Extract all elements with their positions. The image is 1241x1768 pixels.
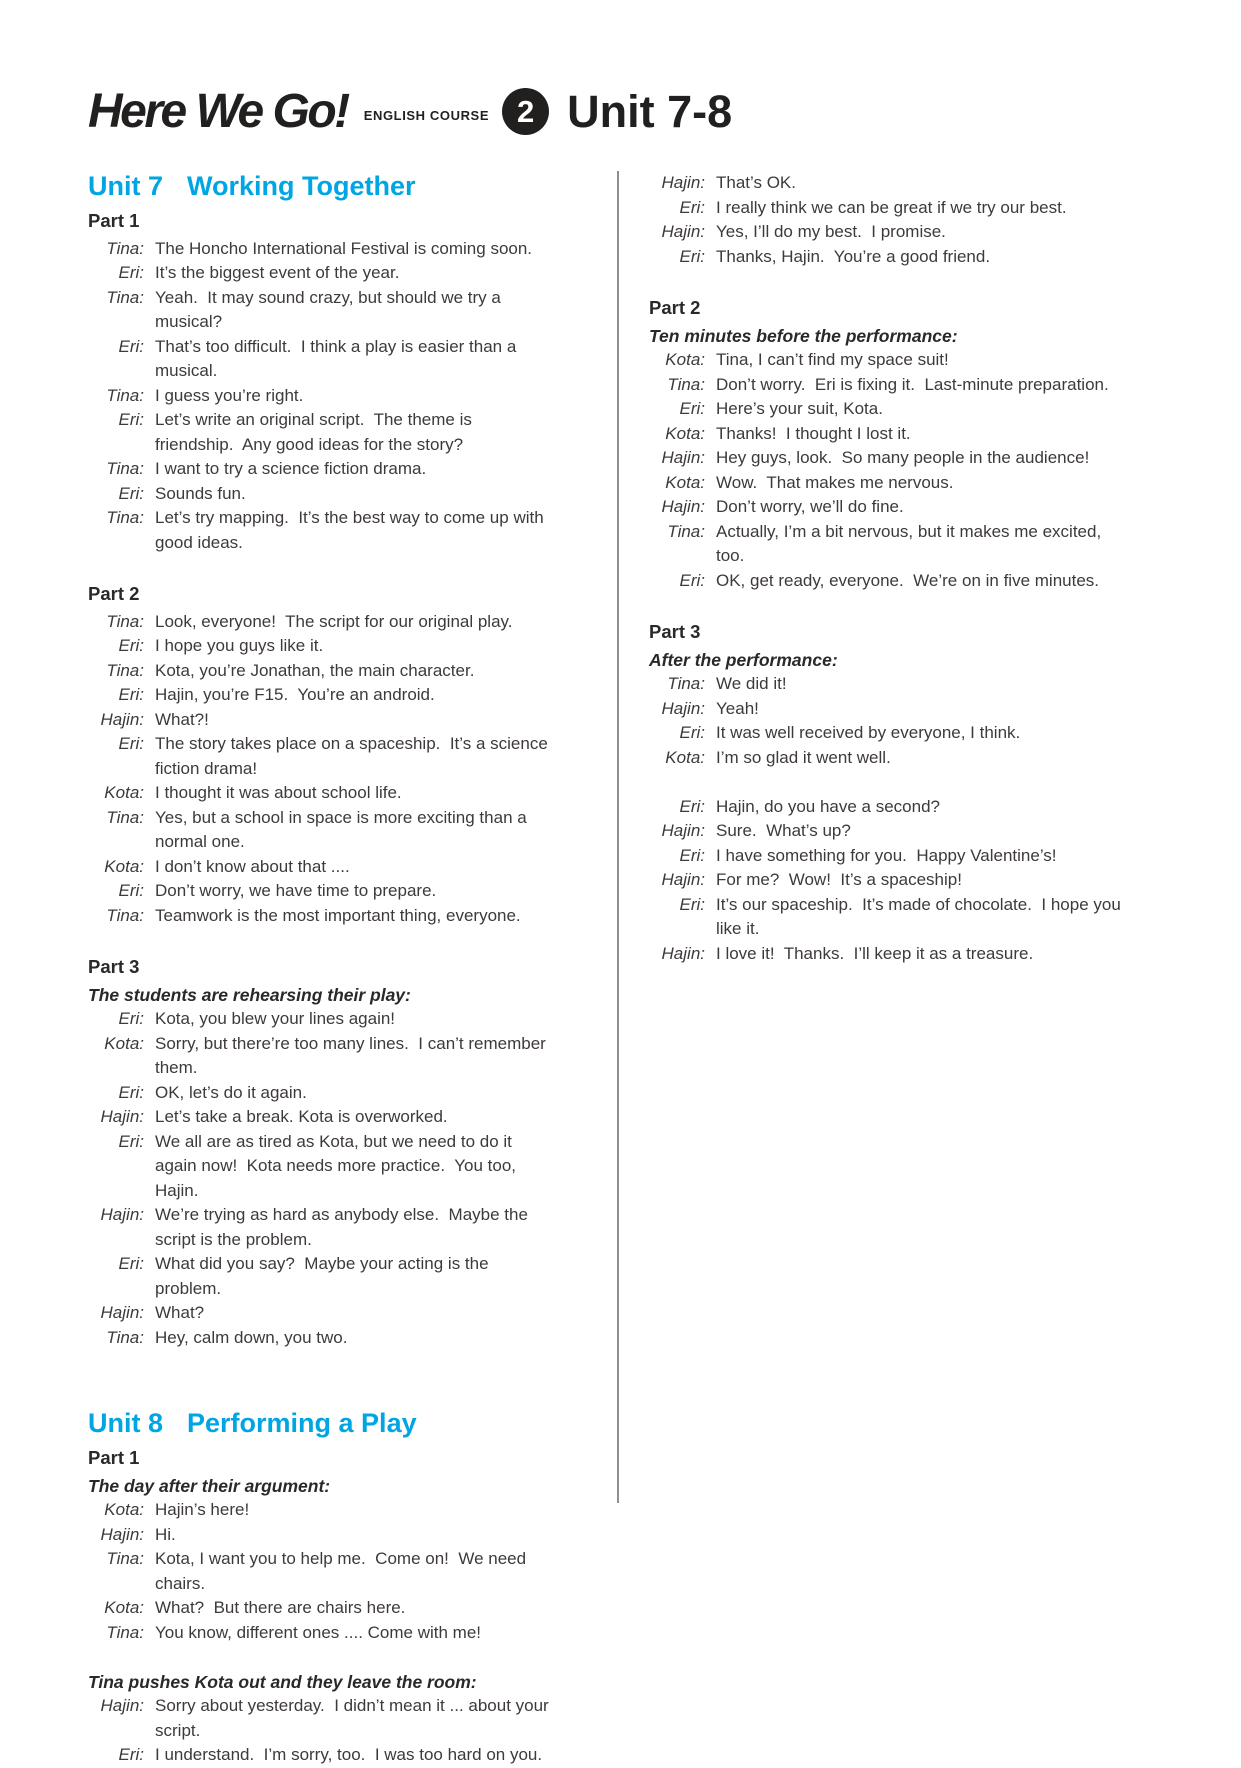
part-label: Part 3	[88, 956, 140, 977]
dialogue-line	[88, 1326, 553, 1351]
dialogue-line	[88, 482, 553, 507]
dialogue-line	[649, 373, 1131, 398]
speaker-name: Kota:	[104, 1598, 144, 1617]
dialogue-line	[649, 397, 1131, 422]
dialogue-line	[88, 1032, 553, 1081]
part-label: Part 2	[649, 297, 701, 318]
speaker-name: Tina:	[667, 374, 705, 394]
dialogue-text: Yes, I’ll do my best. I promise.	[716, 222, 946, 241]
speaker-name: Eri:	[679, 197, 705, 217]
dialogue-line	[88, 1130, 553, 1204]
speaker-name: Eri:	[118, 1131, 144, 1151]
stage-direction: The students are rehearsing their play:	[88, 984, 411, 1005]
dialogue-line	[88, 781, 553, 806]
unit-title: Performing a Play	[187, 1408, 417, 1438]
dialogue-line	[649, 672, 1131, 697]
speaker-name: Eri:	[679, 894, 705, 914]
dialogue-text: What? But there are chairs here.	[155, 1598, 406, 1617]
dialogue-text: We all are as tired as Kota, but we need to do it again now! Kota needs more practice. You too, Hajin.	[155, 1131, 521, 1200]
dialogue-line	[649, 942, 1131, 967]
speaker-name: Eri:	[118, 1082, 144, 1102]
speaker-name: Tina:	[106, 385, 144, 405]
dialogue-line	[649, 245, 1131, 270]
speaker-name: Tina:	[106, 508, 144, 527]
dialogue-text: Kota, you blew your lines again!	[155, 1009, 396, 1028]
part-label: Part 2	[88, 583, 140, 604]
dialogue-text: Thanks, Hajin. You’re a good friend.	[716, 246, 991, 266]
unit-heading	[88, 171, 553, 202]
dialogue-text: I’m so glad it went well.	[716, 747, 891, 767]
dialogue-text: Hajin’s here!	[155, 1500, 250, 1519]
dialogue-line	[88, 610, 553, 635]
dialogue-line	[88, 1523, 553, 1548]
part-label: Part 1	[88, 210, 140, 231]
dialogue-line	[88, 1301, 553, 1326]
dialogue-line	[649, 868, 1131, 893]
speaker-name: Eri:	[118, 881, 144, 900]
dialogue-text: For me? Wow! It’s a spaceship!	[716, 870, 962, 889]
speaker-name: Hajin:	[661, 698, 705, 718]
dialogue-text: Sorry about yesterday. I didn’t mean it ... about your script.	[155, 1696, 554, 1740]
speaker-name: Kota:	[104, 1500, 144, 1519]
dialogue-line	[649, 795, 1131, 820]
dialogue-text: Thanks! I thought I lost it.	[716, 423, 911, 443]
dialogue-text: Let’s try mapping. It’s the best way to come up with good ideas.	[155, 508, 549, 552]
speaker-name: Kota:	[665, 423, 705, 443]
dialogue-text: Here’s your suit, Kota.	[716, 399, 883, 418]
speaker-name: Kota:	[665, 350, 705, 369]
speaker-name: Hajin:	[661, 222, 705, 241]
dialogue-text: I hope you guys like it.	[155, 636, 324, 655]
speaker-name: Hajin:	[100, 1303, 144, 1322]
speaker-name: Eri:	[118, 734, 144, 753]
speaker-name: Tina:	[106, 238, 144, 258]
speaker-name: Eri:	[118, 483, 144, 503]
dialogue-text: That’s OK.	[716, 173, 796, 192]
dialogue-line	[88, 904, 553, 929]
dialogue-line	[88, 1203, 553, 1252]
dialogue-text: You know, different ones .... Come with me!	[155, 1622, 482, 1642]
dialogue-text: I understand. I’m sorry, too. I was too hard on you.	[155, 1745, 543, 1764]
dialogue-line	[649, 819, 1131, 844]
dialogue-line	[88, 261, 553, 286]
dialogue-text: Don’t worry, we have time to prepare.	[155, 881, 437, 900]
dialogue-text: OK, get ready, everyone. We’re on in five minutes.	[716, 570, 1099, 590]
dialogue-text: Wow. That makes me nervous.	[716, 472, 954, 492]
speaker-name: Kota:	[104, 1033, 144, 1053]
dialogue-line	[649, 721, 1131, 746]
speaker-name: Eri:	[118, 685, 144, 704]
speaker-name: Tina:	[106, 1549, 144, 1568]
dialogue-line	[88, 1621, 553, 1646]
dialogue-text: Actually, I’m a bit nervous, but it makes me excited, too.	[716, 521, 1106, 565]
speaker-name: Hajin:	[661, 448, 705, 467]
dialogue-line	[88, 1105, 553, 1130]
column-gap	[649, 770, 1131, 795]
speaker-name: Eri:	[118, 1745, 144, 1764]
right-column	[649, 171, 1131, 966]
left-column	[88, 171, 553, 1768]
dialogue-text: We’re trying as hard as anybody else. Maybe the script is the problem.	[155, 1205, 533, 1249]
dialogue-line	[88, 1694, 553, 1743]
dialogue-line	[649, 495, 1131, 520]
dialogue-text: Teamwork is the most important thing, everyone.	[155, 905, 521, 925]
dialogue-text: I really think we can be great if we try our best.	[716, 197, 1067, 217]
speaker-name: Hajin:	[661, 173, 705, 192]
dialogue-text: I love it! Thanks. I’ll keep it as a treasure.	[716, 943, 1034, 963]
dialogue-text: It was well received by everyone, I think.	[716, 723, 1021, 742]
speaker-name: Hajin:	[661, 870, 705, 889]
dialogue-text: I want to try a science fiction drama.	[155, 459, 427, 478]
dialogue-line	[649, 569, 1131, 594]
dialogue-text: Hajin, you’re F15. You’re an android.	[155, 685, 435, 704]
unit-title: Working Together	[187, 171, 416, 201]
dialogue-text: Hey guys, look. So many people in the audience!	[716, 448, 1090, 467]
unit-heading	[88, 1408, 553, 1439]
dialogue-line	[88, 384, 553, 409]
dialogue-text: I thought it was about school life.	[155, 783, 402, 802]
dialogue-text: Let’s write an original script. The theme is friendship. Any good ideas for the story?	[155, 410, 477, 454]
dialogue-text: OK, let’s do it again.	[155, 1082, 307, 1102]
dialogue-line	[88, 708, 553, 733]
dialogue-text: Hi.	[155, 1524, 176, 1544]
dialogue-line	[88, 806, 553, 855]
speaker-name: Hajin:	[100, 1524, 144, 1544]
dialogue-line	[88, 732, 553, 781]
speaker-name: Eri:	[679, 796, 705, 816]
dialogue-line	[88, 335, 553, 384]
dialogue-line	[88, 1498, 553, 1523]
dialogue-text: Hajin, do you have a second?	[716, 796, 940, 816]
dialogue-text: We did it!	[716, 674, 787, 693]
dialogue-text: That’s too difficult. I think a play is easier than a musical.	[155, 336, 522, 380]
course-label: ENGLISH COURSE	[363, 108, 490, 123]
speaker-name: Eri:	[118, 263, 144, 282]
speaker-name: Hajin:	[100, 709, 144, 729]
logo-here-we-go: Here We Go!	[88, 85, 348, 138]
dialogue-line	[649, 220, 1131, 245]
speaker-name: Tina:	[667, 674, 705, 693]
stage-direction: Ten minutes before the performance:	[649, 325, 958, 346]
dialogue-line	[88, 659, 553, 684]
speaker-name: Kota:	[104, 856, 144, 876]
stage-direction: Tina pushes Kota out and they leave the room:	[88, 1671, 477, 1692]
dialogue-line	[88, 1547, 553, 1596]
dialogue-line	[88, 879, 553, 904]
unit-number: Unit 8	[88, 1408, 164, 1438]
dialogue-line	[649, 348, 1131, 373]
dialogue-line	[649, 471, 1131, 496]
dialogue-line	[649, 893, 1131, 942]
dialogue-text: Yes, but a school in space is more exciting than a normal one.	[155, 807, 532, 851]
dialogue-line	[88, 457, 553, 482]
speaker-name: Tina:	[667, 521, 705, 541]
dialogue-line	[88, 1743, 553, 1768]
dialogue-line	[649, 422, 1131, 447]
speaker-name: Eri:	[679, 723, 705, 742]
header	[0, 0, 1241, 139]
speaker-name: Hajin:	[661, 497, 705, 516]
dialogue-line	[88, 634, 553, 659]
dialogue-text: Sorry, but there’re too many lines. I can’t remember them.	[155, 1033, 551, 1077]
stage-direction: The day after their argument:	[88, 1475, 331, 1496]
dialogue-line	[649, 171, 1131, 196]
speaker-name: Eri:	[118, 636, 144, 655]
dialogue-text: Look, everyone! The script for our original play.	[155, 611, 513, 631]
dialogue-text: I guess you’re right.	[155, 385, 304, 405]
speaker-name: Eri:	[679, 845, 705, 865]
speaker-name: Tina:	[106, 1622, 144, 1642]
dialogue-text: Kota, I want you to help me. Come on! We need chairs.	[155, 1549, 531, 1593]
dialogue-text: Tina, I can’t find my space suit!	[716, 350, 949, 369]
dialogue-text: Sounds fun.	[155, 483, 246, 503]
unit-number: Unit 7	[88, 171, 164, 201]
dialogue-text: Don’t worry. Eri is fixing it. Last-minute preparation.	[716, 374, 1109, 394]
speaker-name: Eri:	[118, 1009, 144, 1028]
column-divider	[617, 171, 619, 1503]
dialogue-line	[649, 520, 1131, 569]
speaker-name: Hajin:	[661, 821, 705, 840]
dialogue-line	[88, 408, 553, 457]
level-badge: 2	[502, 88, 549, 135]
dialogue-line	[88, 286, 553, 335]
dialogue-text: It’s our spaceship. It’s made of chocolate. I hope you like it.	[716, 894, 1126, 938]
dialogue-text: What?!	[155, 709, 209, 729]
speaker-name: Hajin:	[100, 1205, 144, 1224]
speaker-name: Kota:	[104, 783, 144, 802]
dialogue-text: It’s the biggest event of the year.	[155, 263, 400, 282]
dialogue-line	[88, 1252, 553, 1301]
content-columns	[0, 139, 1241, 1768]
column-gap	[88, 1645, 553, 1670]
speaker-name: Kota:	[665, 472, 705, 492]
dialogue-text: Kota, you’re Jonathan, the main character.	[155, 660, 475, 680]
dialogue-line	[88, 1007, 553, 1032]
speaker-name: Eri:	[118, 336, 144, 356]
dialogue-line	[649, 446, 1131, 471]
speaker-name: Tina:	[106, 1327, 144, 1347]
speaker-name: Tina:	[106, 905, 144, 925]
dialogue-text: The Honcho International Festival is coming soon.	[155, 238, 533, 258]
dialogue-text: Let’s take a break. Kota is overworked.	[155, 1107, 448, 1126]
speaker-name: Eri:	[118, 410, 144, 429]
dialogue-line	[649, 844, 1131, 869]
dialogue-line	[649, 697, 1131, 722]
dialogue-text: Don’t worry, we’ll do fine.	[716, 497, 904, 516]
dialogue-text: Sure. What’s up?	[716, 821, 851, 840]
dialogue-text: I have something for you. Happy Valentine’s!	[716, 845, 1057, 865]
dialogue-text: Hey, calm down, you two.	[155, 1327, 348, 1347]
speaker-name: Eri:	[679, 570, 705, 590]
dialogue-line	[88, 237, 553, 262]
speaker-name: Tina:	[106, 611, 144, 631]
dialogue-line	[88, 506, 553, 555]
dialogue-text: Yeah!	[716, 698, 759, 718]
part-label: Part 1	[88, 1447, 140, 1468]
speaker-name: Eri:	[679, 399, 705, 418]
dialogue-line	[88, 1081, 553, 1106]
speaker-name: Hajin:	[100, 1107, 144, 1126]
speaker-name: Eri:	[679, 246, 705, 266]
dialogue-line	[88, 683, 553, 708]
dialogue-text: What?	[155, 1303, 205, 1322]
speaker-name: Tina:	[106, 660, 144, 680]
dialogue-text: What did you say? Maybe your acting is the problem.	[155, 1254, 494, 1298]
speaker-name: Tina:	[106, 807, 144, 827]
dialogue-line	[649, 746, 1131, 771]
speaker-name: Hajin:	[100, 1696, 144, 1715]
dialogue-line	[649, 196, 1131, 221]
speaker-name: Tina:	[106, 287, 144, 307]
part-label: Part 3	[649, 621, 701, 642]
dialogue-line	[88, 1596, 553, 1621]
dialogue-text: The story takes place on a spaceship. It’s a science fiction drama!	[155, 734, 553, 778]
dialogue-text: Yeah. It may sound crazy, but should we try a musical?	[155, 287, 506, 331]
dialogue-line	[88, 855, 553, 880]
speaker-name: Eri:	[118, 1254, 144, 1273]
speaker-name: Hajin:	[661, 943, 705, 963]
dialogue-text: I don’t know about that ....	[155, 856, 350, 876]
stage-direction: After the performance:	[649, 649, 838, 670]
page-title: Unit 7-8	[567, 85, 733, 137]
speaker-name: Tina:	[106, 459, 144, 478]
speaker-name: Kota:	[665, 747, 705, 767]
